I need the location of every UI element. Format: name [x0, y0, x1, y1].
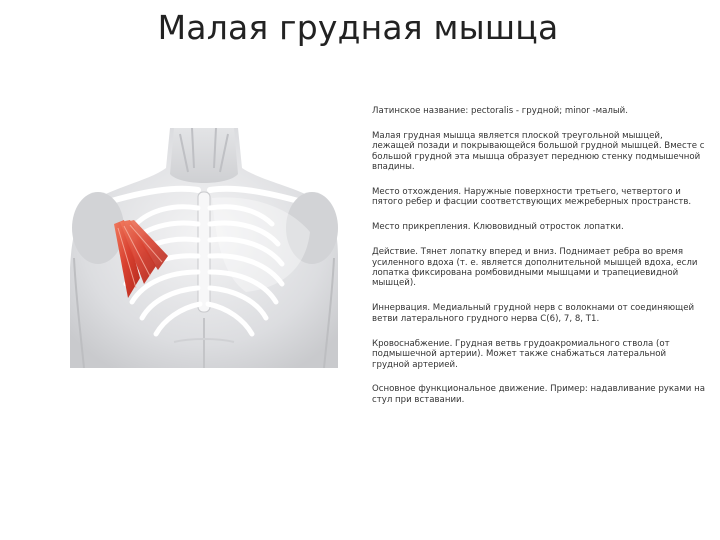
paragraph-innervation: Иннервация. Медиальный грудной нерв с волокнами от соединяющей ветви латерального грудного нерва С(6), 7, 8, Т1.	[372, 303, 695, 324]
sternum	[198, 192, 210, 312]
paragraph-description: Малая грудная мышца является плоской треугольной мышцей, лежащей позади и покрывающейся большой грудной мышцей. Вместе с большой грудной эта мышца образует переднюю стенку подмышечной впадины.	[372, 130, 705, 173]
paragraph-latin-name: Латинское название: pectoralis - грудной; minor -малый.	[372, 106, 629, 116]
slide-title	[0, 8, 720, 47]
paragraph-insertion: Место прикрепления. Клювовидный отросток лопатки.	[372, 222, 624, 233]
anatomy-illustration	[70, 128, 338, 368]
slide-title-text: Малая грудная мышца	[157, 8, 559, 47]
paragraph-blood-supply: Кровоснабжение. Грудная ветвь грудоакромиального ствола (от подмышечной артерии). Может также снабжаться латеральной грудной артерией.	[372, 338, 670, 370]
torso-svg	[70, 128, 338, 368]
paragraph-origin: Место отхождения. Наружные поверхности третьего, четвертого и пятого ребер и фасции соответствующих межреберных пространств.	[372, 187, 692, 208]
paragraph-action: Действие. Тянет лопатку вперед и вниз. Поднимает ребра во время усиленного вдоха (т. е. является дополнительной мышцей вдоха, если лопатка фиксирована ромбовидными мышцами и трапециевидной мышцей).	[372, 247, 698, 289]
paragraph-functional-movement: Основное функциональное движение. Пример: надавливание руками на стул при вставании.	[372, 384, 705, 405]
description-column	[372, 106, 706, 420]
